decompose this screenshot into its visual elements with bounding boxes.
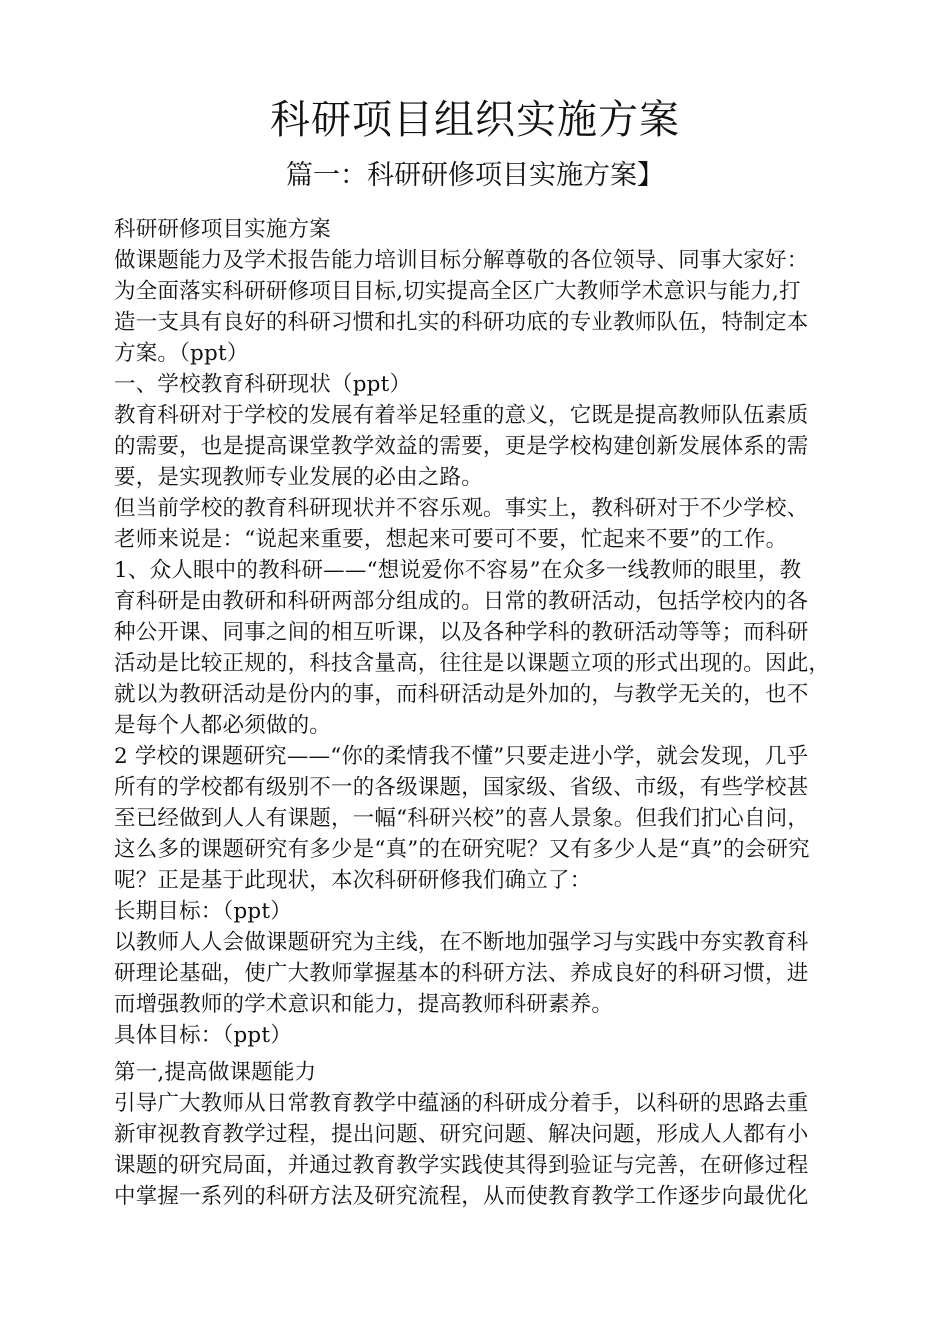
text-line: 至已经做到人人有课题，一幅“科研兴校”的喜人景象。但我们扪心自问， (114, 806, 810, 831)
text-line: 研理论基础，使广大教师掌握基本的科研方法、养成良好的科研习惯，进 (114, 961, 809, 986)
text-line: 种公开课、同事之间的相互听课，以及各种学科的教研活动等等；而科研 (114, 620, 809, 645)
text-line: 教育科研对于学校的发展有着举足轻重的意义，它既是提高教师队伍素质 (114, 403, 809, 428)
document-subtitle: 篇一：科研研修项目实施方案】 (286, 160, 664, 191)
text-line: 课题的研究局面，并通过教育教学实践使其得到验证与完善，在研修过程 (114, 1153, 809, 1178)
text-line: 育科研是由教研和科研两部分组成的。日常的教研活动，包括学校内的各 (114, 589, 809, 614)
text-line: 要，是实现教师专业发展的必由之路。 (114, 465, 483, 490)
text-line: 做课题能力及学术报告能力培训目标分解尊敬的各位领导、同事大家好： (114, 248, 809, 273)
text-line: 这么多的课题研究有多少是“真”的在研究呢？又有多少人是“真”的会研究 (114, 837, 810, 862)
text-line: 的需要，也是提高课堂教学效益的需要，更是学校构建创新发展体系的需 (114, 434, 809, 459)
text-line: 而增强教师的学术意识和能力，提高教师科研素养。 (114, 992, 614, 1017)
text-line: 引导广大教师从日常教育教学中蕴涵的科研成分着手，以科研的思路去重 (114, 1091, 809, 1116)
text-line: 新审视教育教学过程，提出问题、研究问题、解决问题，形成人人都有小 (114, 1122, 809, 1147)
document-title: 科研项目组织实施方案 (270, 97, 680, 143)
text-line: 为全面落实科研研修项目目标,切实提高全区广大教师学术意识与能力,打 (114, 279, 801, 304)
text-line: 所有的学校都有级别不一的各级课题，国家级、省级、市级，有些学校甚 (114, 775, 809, 800)
text-line: 方案。（ppt） (114, 341, 249, 366)
text-line: 具体目标：（ppt） (114, 1023, 292, 1048)
text-line: 就以为教研活动是份内的事，而科研活动是外加的，与教学无关的，也不 (114, 682, 809, 707)
text-line: 造一支具有良好的科研习惯和扎实的科研功底的专业教师队伍，特制定本 (114, 310, 809, 335)
text-line: 是每个人都必须做的。 (114, 713, 332, 738)
text-line: 中掌握一系列的科研方法及研究流程，从而使教育教学工作逐步向最优化 (114, 1184, 809, 1209)
text-line: 老师来说是：“说起来重要，想起来可要可不要，忙起来不要”的工作。 (114, 527, 788, 552)
text-line: 长期目标：（ppt） (114, 899, 292, 924)
text-line: 但当前学校的教育科研现状并不容乐观。事实上，教科研对于不少学校、 (114, 496, 809, 521)
text-line: 以教师人人会做课题研究为主线，在不断地加强学习与实践中夯实教育科 (114, 930, 809, 955)
text-line: 第一,提高做课题能力 (114, 1060, 317, 1085)
text-line: 呢？正是基于此现状，本次科研研修我们确立了： (114, 868, 592, 893)
text-line: 活动是比较正规的，科技含量高，往往是以课题立项的形式出现的。因此， (114, 651, 831, 676)
text-line: 2 学校的课题研究——“你的柔情我不懂”只要走进小学，就会发现，几乎 (114, 744, 809, 769)
document-body (114, 214, 866, 1212)
text-line: 科研研修项目实施方案 (114, 217, 332, 242)
text-line: 1、众人眼中的教科研——“想说爱你不容易”在众多一线教师的眼里，教 (114, 558, 802, 583)
text-line: 一、学校教育科研现状（ppt） (114, 372, 412, 397)
